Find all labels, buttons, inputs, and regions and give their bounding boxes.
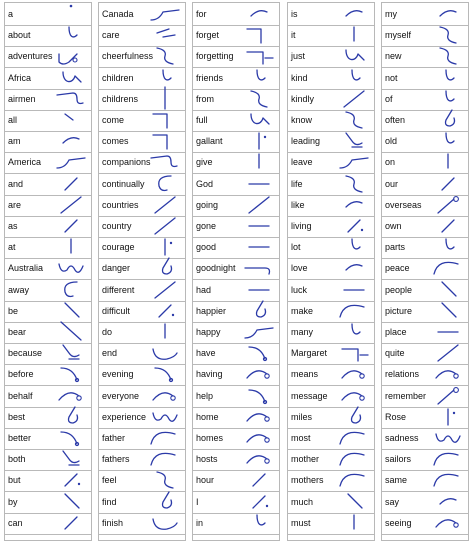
word-label: airmen xyxy=(8,93,36,104)
word-label: homes xyxy=(196,433,224,443)
word-label: father xyxy=(102,433,126,443)
word-label: miles xyxy=(291,411,313,422)
word-label: gallant xyxy=(196,136,223,147)
word-label: feel xyxy=(102,475,117,486)
word-label: different xyxy=(102,284,135,295)
word-label: find xyxy=(102,496,117,507)
word-label: had xyxy=(196,284,212,295)
word-label: are xyxy=(8,199,22,210)
shorthand-outline-icon xyxy=(243,511,277,535)
word-label: childrens xyxy=(102,93,139,104)
word-label: Canada xyxy=(102,9,134,19)
word-label: better xyxy=(8,433,32,443)
word-label: life xyxy=(291,178,303,189)
word-label: often xyxy=(385,115,406,125)
word-row xyxy=(288,514,374,535)
word-label: like xyxy=(291,199,305,210)
word-label: kind xyxy=(291,72,308,83)
word-label: fathers xyxy=(102,454,130,465)
word-label: Australia xyxy=(8,263,44,274)
word-label: come xyxy=(102,115,125,125)
word-row xyxy=(382,514,468,535)
word-label: countries xyxy=(102,199,139,210)
shorthand-outline-icon xyxy=(149,511,183,535)
word-label: peace xyxy=(385,263,410,274)
word-label: friends xyxy=(196,72,224,83)
word-label: everyone xyxy=(102,390,140,401)
word-label: most xyxy=(291,433,311,443)
word-label: parts xyxy=(385,242,406,253)
word-label: I xyxy=(196,496,199,507)
word-label: new xyxy=(385,51,402,62)
word-label: it xyxy=(291,30,296,41)
word-label: cheerfulness xyxy=(102,51,154,62)
word-label: myself xyxy=(385,30,412,41)
shorthand-outline-icon xyxy=(432,511,466,535)
word-label: forget xyxy=(196,30,220,41)
word-label: many xyxy=(291,327,314,337)
word-label: mothers xyxy=(291,475,324,486)
word-label: but xyxy=(8,475,21,486)
word-label: quite xyxy=(385,348,405,359)
word-label: evening xyxy=(102,369,134,380)
word-label: at xyxy=(8,242,16,253)
word-label: children xyxy=(102,72,134,83)
word-label: because xyxy=(8,348,43,359)
word-label: know xyxy=(291,115,313,125)
word-label: kindly xyxy=(291,93,315,104)
word-label: country xyxy=(102,221,132,231)
word-label: and xyxy=(8,178,24,189)
word-column-5 xyxy=(381,2,469,541)
word-label: overseas xyxy=(385,199,422,210)
word-column-1 xyxy=(4,2,92,541)
word-label: sadness xyxy=(385,433,419,443)
word-label: danger xyxy=(102,263,131,274)
word-column-4 xyxy=(287,2,375,541)
word-label: all xyxy=(8,115,18,125)
word-label: mother xyxy=(291,454,320,465)
word-label: forgetting xyxy=(196,51,234,62)
word-label: own xyxy=(385,221,402,231)
word-label: continually xyxy=(102,178,145,189)
word-label: for xyxy=(196,9,207,19)
word-label: can xyxy=(8,517,23,528)
word-label: home xyxy=(196,411,219,422)
word-label: just xyxy=(291,51,306,62)
shorthand-outline-icon xyxy=(338,511,372,535)
word-label: a xyxy=(8,9,14,19)
row-divider xyxy=(288,534,374,535)
word-label: Margaret xyxy=(291,348,328,359)
word-label: make xyxy=(291,305,314,316)
word-label: before xyxy=(8,369,34,380)
word-label: comes xyxy=(102,136,129,147)
word-label: place xyxy=(385,327,407,337)
word-label: happy xyxy=(196,327,221,337)
word-label: much xyxy=(291,496,314,507)
word-label: from xyxy=(196,93,214,104)
word-label: best xyxy=(8,411,26,422)
row-divider xyxy=(5,534,91,535)
word-label: care xyxy=(102,30,120,41)
word-label: finish xyxy=(102,517,124,528)
word-label: bear xyxy=(8,327,27,337)
word-label: old xyxy=(385,136,398,147)
word-label: picture xyxy=(385,305,413,316)
word-label: do xyxy=(102,327,113,337)
word-label: about xyxy=(8,30,31,41)
word-label: Africa xyxy=(8,72,32,83)
word-label: our xyxy=(385,178,399,189)
word-label: Rose xyxy=(385,411,407,422)
word-label: same xyxy=(385,475,408,486)
word-label: both xyxy=(8,454,26,465)
word-label: as xyxy=(8,221,18,231)
word-label: be xyxy=(8,305,19,316)
word-column-3 xyxy=(192,2,280,541)
word-label: relations xyxy=(385,369,420,380)
word-label: my xyxy=(385,9,397,19)
word-row xyxy=(5,514,91,535)
word-label: not xyxy=(385,72,398,83)
word-label: going xyxy=(196,199,219,210)
word-label: have xyxy=(196,348,216,359)
word-label: love xyxy=(291,263,308,274)
word-label: having xyxy=(196,369,223,380)
row-divider xyxy=(193,534,279,535)
row-divider xyxy=(382,534,468,535)
word-label: end xyxy=(102,348,118,359)
word-label: full xyxy=(196,115,208,125)
word-label: lot xyxy=(291,242,301,253)
word-column-2 xyxy=(98,2,186,541)
word-label: gone xyxy=(196,221,217,231)
word-label: remember xyxy=(385,390,427,401)
word-row xyxy=(99,514,185,535)
word-label: by xyxy=(8,496,18,507)
word-label: courage xyxy=(102,242,135,253)
word-row xyxy=(193,514,279,535)
word-label: help xyxy=(196,390,214,401)
word-label: say xyxy=(385,496,400,507)
word-label: in xyxy=(196,517,204,528)
word-label: adventures xyxy=(8,51,53,62)
word-label: means xyxy=(291,369,319,380)
word-label: America xyxy=(8,157,42,168)
word-label: is xyxy=(291,9,298,19)
word-label: give xyxy=(196,157,213,168)
word-label: difficult xyxy=(102,305,130,316)
word-label: people xyxy=(385,284,413,295)
word-label: luck xyxy=(291,284,308,295)
word-label: behalf xyxy=(8,390,33,401)
word-label: happier xyxy=(196,305,227,316)
word-label: seeing xyxy=(385,517,412,528)
word-label: leave xyxy=(291,157,313,168)
word-label: goodnight xyxy=(196,263,236,274)
word-label: companions xyxy=(102,157,151,168)
word-label: hour xyxy=(196,475,215,486)
word-label: good xyxy=(196,242,217,253)
row-divider xyxy=(99,534,185,535)
word-label: experience xyxy=(102,411,147,422)
word-label: God xyxy=(196,178,214,189)
shorthand-outline-icon xyxy=(55,511,89,535)
word-label: hosts xyxy=(196,454,218,465)
word-label: leading xyxy=(291,136,321,147)
word-label: am xyxy=(8,136,21,147)
word-label: message xyxy=(291,390,328,401)
word-label: living xyxy=(291,221,312,231)
word-label: of xyxy=(385,93,393,104)
word-label: on xyxy=(385,157,396,168)
word-label: sailors xyxy=(385,454,412,465)
word-label: away xyxy=(8,284,30,295)
word-label: must xyxy=(291,517,311,528)
